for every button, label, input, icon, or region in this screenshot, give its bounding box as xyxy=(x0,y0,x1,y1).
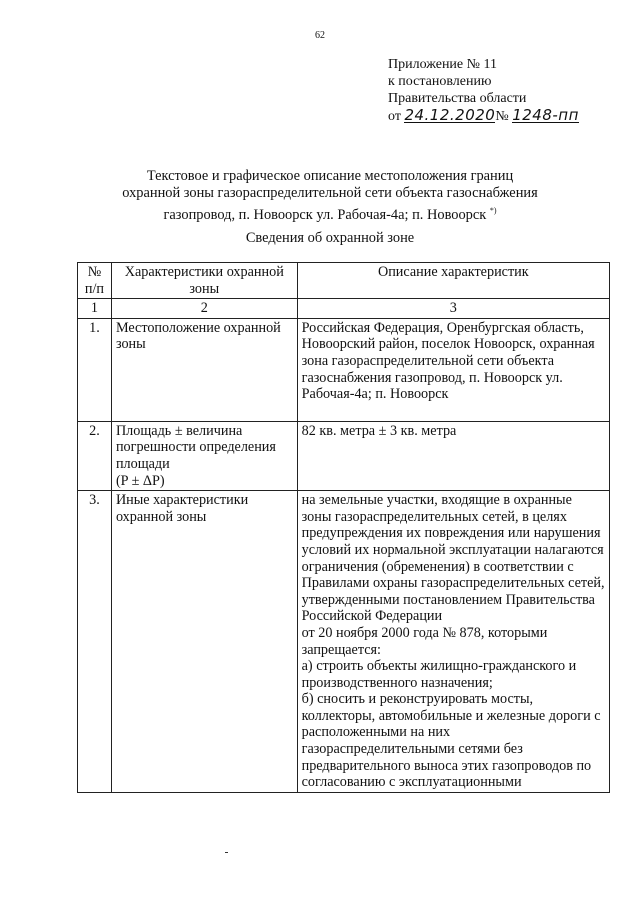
header-num: № п/п xyxy=(78,263,112,299)
handwritten-date: 24.12.2020 xyxy=(404,106,496,124)
date-prefix: от xyxy=(388,109,401,124)
row-number: 1. xyxy=(78,318,112,421)
index-cell-1: 1 xyxy=(78,299,112,319)
document-title xyxy=(60,168,600,224)
row-characteristic: Местоположение охранной зоны xyxy=(111,318,297,421)
row-number: 3. xyxy=(78,491,112,793)
index-cell-2: 2 xyxy=(111,299,297,319)
area-formula: (P ± ΔP) xyxy=(115,472,165,489)
table-header-row xyxy=(78,263,610,299)
header-description: Описание характеристик xyxy=(297,263,609,299)
table-row xyxy=(78,491,610,793)
appendix-line-1: Приложение № 11 xyxy=(388,57,497,72)
header-characteristic: Характеристики охранной зоны xyxy=(111,263,297,299)
row-description: 82 кв. метра ± 3 кв. метра xyxy=(297,421,609,490)
row-characteristic xyxy=(111,421,297,490)
appendix-line-3: Правительства области xyxy=(388,91,527,106)
stray-mark xyxy=(225,852,228,853)
number-sign: № xyxy=(495,109,509,124)
title-line-1: Текстовое и графическое описание местоположения границ xyxy=(146,168,514,184)
restriction-item-b: б) сносить и реконструировать мосты, коллекторы, автомобильные и железные дороги с расположенными на них газораспределительными сетями без предварительного выноса этих газопроводов по согласованию с эксплуатационными xyxy=(301,691,601,791)
restriction-item-a: а) строить объекты жилищно-гражданского и производственного назначения; xyxy=(301,658,577,691)
appendix-block xyxy=(388,56,618,125)
row-characteristic: Иные характеристики охранной зоны xyxy=(111,491,297,793)
footnote-mark: *) xyxy=(489,206,497,215)
table-row xyxy=(78,318,610,421)
protection-zone-table xyxy=(77,262,610,793)
section-subtitle: Сведения об охранной зоне xyxy=(245,230,415,246)
appendix-date-line xyxy=(388,107,618,125)
page-number: 62 xyxy=(315,30,325,41)
table-index-row xyxy=(78,299,610,319)
title-line-2: охранной зоны газораспределительной сети объекта газоснабжения xyxy=(122,185,538,201)
restrictions-intro: на земельные участки, входящие в охранные зоны газораспределительных сетей, в целях предупреждения их повреждения или нарушения условий их нормальной эксплуатации налагаются ограничения (обременения) в соответствии с Правилами охраны газораспределительных сетей, утвержденными постановлением Правительства Российской Федерации xyxy=(301,492,605,625)
row-description xyxy=(297,491,609,793)
index-cell-3: 3 xyxy=(297,299,609,319)
row-description: Российская Федерация, Оренбургская область, Новоорский район, поселок Новоорск, охранная зона газораспределительной сети объекта газоснабжения газопровод, п. Новоорск ул. Рабочая-4а; п. Новоорск xyxy=(297,318,609,421)
title-line-3-text: газопровод, п. Новоорск ул. Рабочая-4а; п. Новоорск xyxy=(163,206,487,223)
title-line-3 xyxy=(60,202,600,224)
table-row xyxy=(78,421,610,490)
row-number: 2. xyxy=(78,421,112,490)
appendix-line-2: к постановлению xyxy=(388,74,492,89)
restrictions-decree-date: от 20 ноября 2000 года № 878, которыми запрещается: xyxy=(301,624,548,658)
row-characteristic-text: Площадь ± величина погрешности определения площади xyxy=(115,422,276,472)
handwritten-number: 1248-пп xyxy=(512,106,579,124)
